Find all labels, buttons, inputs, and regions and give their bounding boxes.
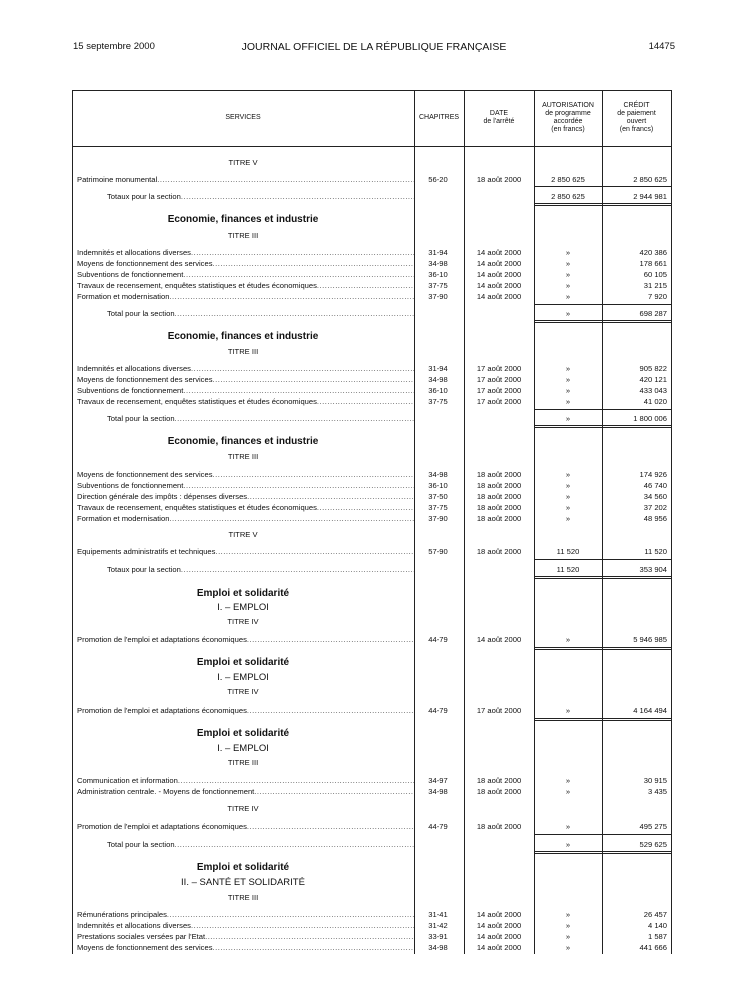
row-credit: 420 121: [639, 375, 667, 384]
row-chapitre: 33-91: [428, 932, 448, 941]
row-autorisation: »: [565, 397, 571, 406]
row-autorisation: »: [565, 386, 571, 395]
row-date: 14 août 2000: [476, 635, 522, 644]
total-label: Totaux pour la section .....: [107, 191, 414, 202]
row-label: Equipements administratifs et techniques .....: [77, 546, 414, 557]
row-credit: 4 164 494: [633, 706, 667, 715]
row-label: Prestations sociales versées par l'Etat .....: [77, 931, 414, 942]
row-autorisation: »: [565, 635, 571, 644]
row-autorisation: »: [565, 481, 571, 490]
subtotal-rule: [534, 559, 672, 560]
row-date: 18 août 2000: [476, 787, 522, 796]
row-credit: 30 915: [643, 776, 667, 785]
row-date: 18 août 2000: [476, 492, 522, 501]
col-header-chapitres: CHAPITRES: [418, 114, 460, 121]
row-credit: 905 822: [639, 364, 667, 373]
row-chapitre: 37-90: [428, 514, 448, 523]
section-rule: [534, 647, 672, 648]
col-header-services: SERVICES: [225, 114, 261, 121]
section-heading: Emploi et solidarité: [196, 728, 290, 739]
credits-table: [72, 90, 672, 954]
total-label: Total pour la section .....: [107, 839, 414, 850]
row-autorisation: »: [565, 270, 571, 279]
row-chapitre: 44-79: [428, 822, 448, 831]
row-label: Formation et modernisation .....: [77, 513, 414, 524]
section-rule: [534, 322, 672, 323]
row-date: 14 août 2000: [476, 259, 522, 268]
row-date: 17 août 2000: [476, 364, 522, 373]
row-autorisation: »: [565, 943, 571, 952]
row-label: Travaux de recensement, enquêtes statistiques et études économiques .....: [77, 502, 414, 513]
row-autorisation: »: [565, 514, 571, 523]
row-credit: 1 587: [647, 932, 667, 941]
row-date: 18 août 2000: [476, 503, 522, 512]
row-credit: 441 666: [639, 943, 667, 952]
section-rule: [534, 853, 672, 854]
row-credit: 37 202: [643, 503, 667, 512]
row-date: 14 août 2000: [476, 921, 522, 930]
table-row: [72, 291, 672, 302]
row-date: 18 août 2000: [476, 175, 522, 184]
section-rule: [534, 851, 672, 852]
row-date: 14 août 2000: [476, 281, 522, 290]
row-credit: 26 457: [643, 910, 667, 919]
row-label: Administration centrale. - Moyens de fonctionnement .....: [77, 786, 414, 797]
total-autorisation: »: [565, 309, 571, 318]
section-heading: Economie, finances et industrie: [167, 214, 319, 225]
titre-heading: TITRE IV: [227, 804, 259, 813]
total-row: [72, 308, 672, 319]
subtotal-rule: [534, 304, 672, 305]
row-credit: 420 386: [639, 248, 667, 257]
table-row: [72, 374, 672, 385]
row-chapitre: 37-50: [428, 492, 448, 501]
table-row: [72, 280, 672, 291]
row-label: Indemnités et allocations diverses .....: [77, 363, 414, 374]
subtotal-rule: [534, 834, 672, 835]
total-row: [72, 413, 672, 424]
row-credit: 178 661: [639, 259, 667, 268]
row-chapitre: 34-98: [428, 470, 448, 479]
subtotal-rule: [534, 186, 672, 187]
row-date: 14 août 2000: [476, 270, 522, 279]
row-label: Promotion de l'emploi et adaptations économiques .....: [77, 705, 414, 716]
row-label: Direction générale des impôts : dépenses diverses .....: [77, 491, 414, 502]
subsection-heading: I. – EMPLOI: [217, 602, 269, 613]
row-chapitre: 37-75: [428, 281, 448, 290]
row-label: Moyens de fonctionnement des services .....: [77, 469, 414, 480]
table-row: [72, 775, 672, 786]
row-label: Rémunérations principales .....: [77, 909, 414, 920]
row-date: 18 août 2000: [476, 514, 522, 523]
row-date: 17 août 2000: [476, 386, 522, 395]
journal-title: JOURNAL OFFICIEL DE LA RÉPUBLIQUE FRANÇAISE: [241, 41, 507, 53]
row-autorisation: »: [565, 375, 571, 384]
row-chapitre: 57-90: [428, 547, 448, 556]
row-autorisation: »: [565, 706, 571, 715]
titre-heading: TITRE IV: [227, 617, 259, 626]
row-label: Subventions de fonctionnement .....: [77, 480, 414, 491]
subsection-heading: I. – EMPLOI: [217, 743, 269, 754]
row-autorisation: »: [565, 470, 571, 479]
row-date: 17 août 2000: [476, 706, 522, 715]
row-credit: 11 520: [644, 547, 667, 556]
table-row: [72, 258, 672, 269]
total-autorisation: 2 850 625: [551, 192, 585, 201]
row-autorisation: 11 520: [556, 547, 580, 556]
row-autorisation: »: [565, 822, 571, 831]
row-chapitre: 44-79: [428, 635, 448, 644]
row-date: 14 août 2000: [476, 932, 522, 941]
page-date: 15 septembre 2000: [73, 41, 155, 52]
row-credit: 433 043: [639, 386, 667, 395]
row-credit: 5 946 985: [633, 635, 667, 644]
row-chapitre: 31-42: [428, 921, 448, 930]
row-chapitre: 56-20: [428, 175, 448, 184]
row-credit: 31 215: [643, 281, 667, 290]
row-label: Moyens de fonctionnement des services .....: [77, 942, 414, 953]
subsection-heading: II. – SANTÉ ET SOLIDARITÉ: [181, 877, 305, 888]
row-label: Subventions de fonctionnement .....: [77, 385, 414, 396]
row-date: 14 août 2000: [476, 910, 522, 919]
row-autorisation: »: [565, 932, 571, 941]
header-divider: [72, 146, 672, 147]
section-rule: [534, 203, 672, 204]
row-credit: 7 920: [647, 292, 667, 301]
table-row: [72, 269, 672, 280]
row-label: Travaux de recensement, enquêtes statistiques et études économiques .....: [77, 280, 414, 291]
total-credit: 2 944 981: [633, 192, 667, 201]
table-row: [72, 363, 672, 374]
row-autorisation: »: [565, 281, 571, 290]
row-autorisation: »: [565, 921, 571, 930]
row-label: Communication et information .....: [77, 775, 414, 786]
titre-heading: TITRE V: [228, 158, 258, 167]
subtotal-rule: [534, 409, 672, 410]
section-heading: Emploi et solidarité: [196, 657, 290, 668]
row-label: Moyens de fonctionnement des services .....: [77, 258, 414, 269]
table-row: [72, 247, 672, 258]
table-row: [72, 546, 672, 557]
row-credit: 2 850 625: [633, 175, 667, 184]
row-date: 14 août 2000: [476, 943, 522, 952]
row-chapitre: 34-98: [428, 375, 448, 384]
row-chapitre: 36-10: [428, 270, 448, 279]
row-label: Indemnités et allocations diverses .....: [77, 920, 414, 931]
row-autorisation: »: [565, 787, 571, 796]
row-chapitre: 36-10: [428, 481, 448, 490]
row-chapitre: 36-10: [428, 386, 448, 395]
total-credit: 529 625: [639, 840, 667, 849]
section-rule: [534, 320, 672, 321]
row-credit: 174 926: [639, 470, 667, 479]
table-row: [72, 931, 672, 942]
section-rule: [534, 427, 672, 428]
col-header-credit: CRÉDIT de paiement ouvert (en francs): [617, 102, 656, 133]
row-chapitre: 31-41: [428, 910, 448, 919]
titre-heading: TITRE III: [227, 758, 259, 767]
table-row: [72, 513, 672, 524]
table-row: [72, 502, 672, 513]
row-chapitre: 31-94: [428, 364, 448, 373]
table-row: [72, 942, 672, 953]
row-credit: 41 020: [643, 397, 667, 406]
row-label: Patrimoine monumental .....: [77, 174, 414, 185]
section-rule: [534, 576, 672, 577]
row-date: 18 août 2000: [476, 470, 522, 479]
section-heading: Emploi et solidarité: [196, 862, 290, 873]
row-date: 18 août 2000: [476, 481, 522, 490]
row-label: Promotion de l'emploi et adaptations économiques .....: [77, 634, 414, 645]
row-chapitre: 44-79: [428, 706, 448, 715]
row-label: Travaux de recensement, enquêtes statistiques et études économiques .....: [77, 396, 414, 407]
total-autorisation: »: [565, 414, 571, 423]
page-number: 14475: [648, 41, 675, 52]
total-row: [72, 564, 672, 575]
subsection-heading: I. – EMPLOI: [217, 672, 269, 683]
total-autorisation: »: [565, 840, 571, 849]
table-row: [72, 920, 672, 931]
row-autorisation: »: [565, 259, 571, 268]
row-autorisation: 2 850 625: [551, 175, 585, 184]
row-credit: 4 140: [647, 921, 667, 930]
table-row: [72, 385, 672, 396]
total-autorisation: 11 520: [556, 565, 580, 574]
titre-heading: TITRE V: [228, 530, 258, 539]
row-label: Moyens de fonctionnement des services .....: [77, 374, 414, 385]
row-date: 14 août 2000: [476, 248, 522, 257]
total-label: Totaux pour la section .....: [107, 564, 414, 575]
row-date: 18 août 2000: [476, 547, 522, 556]
table-row: [72, 786, 672, 797]
titre-heading: TITRE III: [227, 452, 259, 461]
row-chapitre: 34-97: [428, 776, 448, 785]
section-heading: Economie, finances et industrie: [167, 436, 319, 447]
row-chapitre: 31-94: [428, 248, 448, 257]
row-label: Promotion de l'emploi et adaptations économiques .....: [77, 821, 414, 832]
titre-heading: TITRE III: [227, 347, 259, 356]
row-credit: 34 560: [643, 492, 667, 501]
total-credit: 698 287: [639, 309, 667, 318]
table-row: [72, 821, 672, 832]
section-heading: Economie, finances et industrie: [167, 331, 319, 342]
table-row: [72, 469, 672, 480]
titre-heading: TITRE III: [227, 231, 259, 240]
col-header-date: DATE de l'arrêté: [483, 110, 515, 125]
section-rule: [534, 425, 672, 426]
row-credit: 48 956: [643, 514, 667, 523]
table-row: [72, 909, 672, 920]
row-autorisation: »: [565, 248, 571, 257]
row-chapitre: 34-98: [428, 787, 448, 796]
total-credit: 353 904: [639, 565, 667, 574]
total-credit: 1 800 006: [633, 414, 667, 423]
section-rule: [534, 720, 672, 721]
table-row: [72, 705, 672, 716]
row-chapitre: 37-90: [428, 292, 448, 301]
table-row: [72, 174, 672, 185]
row-autorisation: »: [565, 503, 571, 512]
table-row: [72, 491, 672, 502]
row-chapitre: 37-75: [428, 503, 448, 512]
row-autorisation: »: [565, 492, 571, 501]
row-autorisation: »: [565, 364, 571, 373]
row-chapitre: 34-98: [428, 259, 448, 268]
table-row: [72, 396, 672, 407]
row-date: 18 août 2000: [476, 822, 522, 831]
total-label: Total pour la section .....: [107, 413, 414, 424]
row-autorisation: »: [565, 292, 571, 301]
total-row: [72, 191, 672, 202]
row-date: 18 août 2000: [476, 776, 522, 785]
row-chapitre: 37-75: [428, 397, 448, 406]
table-row: [72, 480, 672, 491]
row-autorisation: »: [565, 910, 571, 919]
section-heading: Emploi et solidarité: [196, 588, 290, 599]
row-credit: 495 275: [639, 822, 667, 831]
total-row: [72, 839, 672, 850]
row-autorisation: »: [565, 776, 571, 785]
row-label: Indemnités et allocations diverses .....: [77, 247, 414, 258]
row-date: 17 août 2000: [476, 397, 522, 406]
row-date: 17 août 2000: [476, 375, 522, 384]
titre-heading: TITRE III: [227, 893, 259, 902]
section-rule: [534, 205, 672, 206]
row-label: Formation et modernisation .....: [77, 291, 414, 302]
section-rule: [534, 718, 672, 719]
col-header-autorisation: AUTORISATION de programme accordée (en francs): [542, 102, 594, 133]
total-label: Total pour la section .....: [107, 308, 414, 319]
titre-heading: TITRE IV: [227, 687, 259, 696]
row-label: Subventions de fonctionnement .....: [77, 269, 414, 280]
row-credit: 46 740: [643, 481, 667, 490]
row-credit: 60 105: [643, 270, 667, 279]
row-date: 14 août 2000: [476, 292, 522, 301]
section-rule: [534, 578, 672, 579]
section-rule: [534, 649, 672, 650]
table-row: [72, 634, 672, 645]
row-credit: 3 435: [647, 787, 667, 796]
row-chapitre: 34-98: [428, 943, 448, 952]
